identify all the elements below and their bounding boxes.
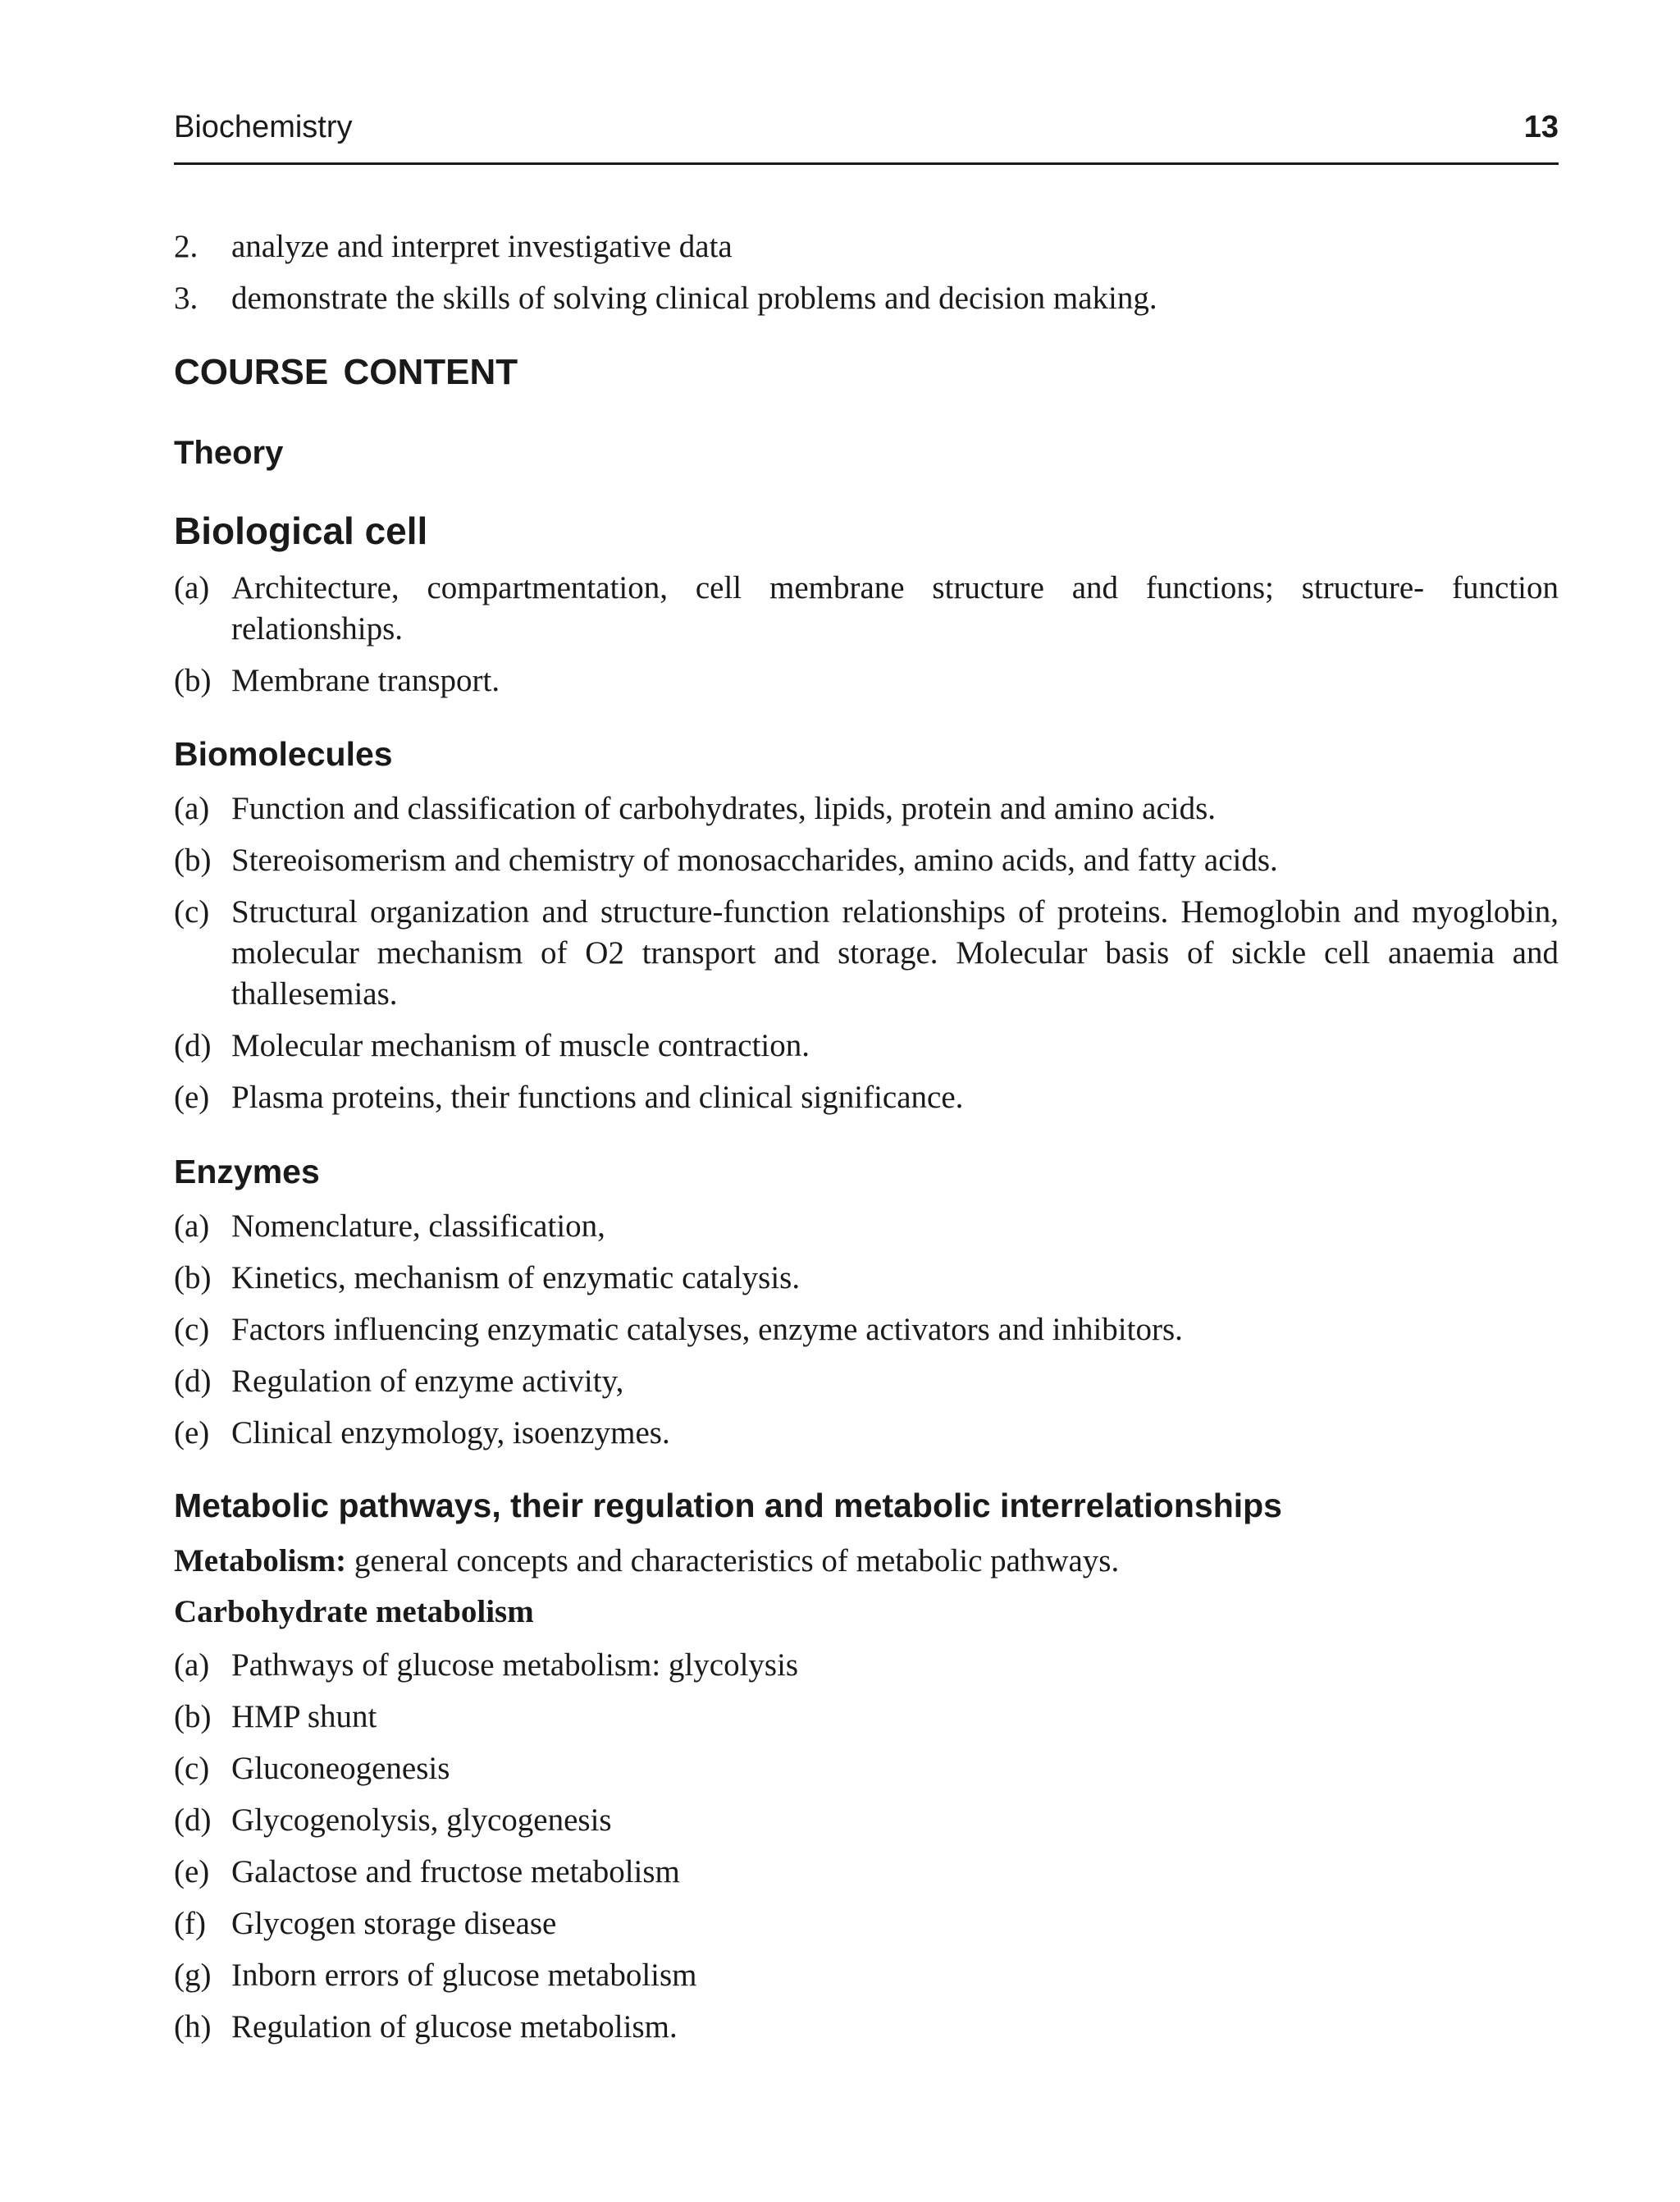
item-text: Glycogen storage disease bbox=[231, 1906, 557, 1941]
enzymes-heading: Enzymes bbox=[174, 1153, 320, 1190]
list-item bbox=[174, 1748, 1559, 1789]
item-label: (g) bbox=[174, 1958, 212, 1993]
item-text: Gluconeogenesis bbox=[231, 1751, 450, 1786]
item-label: (e) bbox=[174, 1080, 210, 1115]
list-item bbox=[174, 1026, 1559, 1067]
list-item bbox=[174, 2007, 1559, 2048]
item-label: (c) bbox=[174, 1751, 210, 1786]
enzymes-list bbox=[174, 1206, 1559, 1454]
item-text: Regulation of glucose metabolism. bbox=[231, 2009, 678, 2044]
list-item bbox=[174, 1309, 1559, 1350]
page-number: 13 bbox=[1523, 110, 1559, 144]
biological-cell-heading: Biological cell bbox=[174, 509, 428, 552]
item-label: (a) bbox=[174, 570, 210, 605]
item-label: (h) bbox=[174, 2009, 212, 2044]
list-item bbox=[174, 1697, 1559, 1738]
item-label: (a) bbox=[174, 1208, 210, 1244]
item-label: (c) bbox=[174, 894, 210, 930]
list-item bbox=[174, 660, 1559, 701]
metabolic-pathways-heading: Metabolic pathways, their regulation and metabolic interrelationships bbox=[174, 1487, 1282, 1524]
item-text: Regulation of enzyme activity, bbox=[231, 1364, 624, 1399]
item-label: (b) bbox=[174, 1260, 212, 1295]
item-text: Molecular mechanism of muscle contraction. bbox=[231, 1028, 810, 1063]
list-item bbox=[174, 1852, 1559, 1893]
item-text: demonstrate the skills of solving clinical problems and decision making. bbox=[231, 281, 1157, 316]
item-label: (b) bbox=[174, 663, 212, 698]
intro-list bbox=[174, 226, 1559, 319]
item-text: Plasma proteins, their functions and clinical significance. bbox=[231, 1080, 964, 1115]
item-text: analyze and interpret investigative data bbox=[231, 229, 733, 264]
item-text: Clinical enzymology, isoenzymes. bbox=[231, 1415, 670, 1450]
carbohydrate-list bbox=[174, 1645, 1559, 2048]
list-item bbox=[174, 278, 1559, 319]
biomolecules-list bbox=[174, 788, 1559, 1118]
list-item bbox=[174, 1413, 1559, 1454]
item-text: Function and classification of carbohydrates, lipids, protein and amino acids. bbox=[231, 791, 1217, 826]
item-label: (b) bbox=[174, 1699, 212, 1734]
list-item bbox=[174, 840, 1559, 881]
list-item bbox=[174, 1206, 1559, 1247]
item-text: Pathways of glucose metabolism: glycolysis bbox=[231, 1647, 799, 1683]
list-item bbox=[174, 1903, 1559, 1944]
list-item bbox=[174, 1645, 1559, 1686]
item-text: Inborn errors of glucose metabolism bbox=[231, 1958, 697, 1993]
item-text: Galactose and fructose metabolism bbox=[231, 1854, 680, 1889]
carbohydrate-metabolism-heading: Carbohydrate metabolism bbox=[174, 1594, 534, 1629]
item-text: HMP shunt bbox=[231, 1699, 377, 1734]
item-label: (a) bbox=[174, 1647, 210, 1683]
metabolism-label: Metabolism: bbox=[174, 1543, 347, 1578]
item-label: (c) bbox=[174, 1312, 210, 1347]
item-label: (b) bbox=[174, 843, 212, 878]
list-item bbox=[174, 1258, 1559, 1299]
item-label: (e) bbox=[174, 1854, 210, 1889]
biomolecules-heading: Biomolecules bbox=[174, 735, 393, 773]
item-label: 3. bbox=[174, 281, 199, 316]
item-text: Glycogenolysis, glycogenesis bbox=[231, 1802, 612, 1838]
item-label: (a) bbox=[174, 791, 210, 826]
item-label: (f) bbox=[174, 1906, 206, 1941]
list-item bbox=[174, 1077, 1559, 1118]
list-item bbox=[174, 568, 1559, 650]
list-item bbox=[174, 1800, 1559, 1841]
metabolism-text: general concepts and characteristics of metabolic pathways. bbox=[346, 1543, 1120, 1578]
list-item bbox=[174, 1955, 1559, 1996]
item-label: (e) bbox=[174, 1415, 210, 1450]
item-label: (d) bbox=[174, 1028, 212, 1063]
theory-heading: Theory bbox=[174, 435, 284, 471]
item-label: 2. bbox=[174, 229, 199, 264]
item-text: Architecture, compartmentation, cell membrane structure and functions; structure- function relationships. bbox=[231, 570, 1559, 646]
item-label: (d) bbox=[174, 1364, 212, 1399]
item-text: Factors influencing enzymatic catalyses, enzyme activators and inhibitors. bbox=[231, 1312, 1183, 1347]
list-item bbox=[174, 892, 1559, 1015]
item-text: Kinetics, mechanism of enzymatic catalysis. bbox=[231, 1260, 801, 1295]
running-header bbox=[174, 107, 1559, 165]
item-text: Membrane transport. bbox=[231, 663, 500, 698]
list-item bbox=[174, 226, 1559, 267]
list-item bbox=[174, 1361, 1559, 1402]
item-text: Nomenclature, classification, bbox=[231, 1208, 605, 1244]
item-text: Structural organization and structure-function relationships of proteins. Hemoglobin and myoglobin, molecular mechanism of O2 transport and storage. Molecular basis of sickle cell anaemia and thallesemias. bbox=[231, 894, 1559, 1012]
list-item bbox=[174, 788, 1559, 829]
biological-cell-list bbox=[174, 568, 1559, 701]
running-title: Biochemistry bbox=[174, 110, 353, 144]
course-content-heading: COURSE CONTENT bbox=[174, 352, 518, 392]
metabolism-paragraph bbox=[174, 1541, 1559, 1582]
item-label: (d) bbox=[174, 1802, 212, 1838]
item-text: Stereoisomerism and chemistry of monosaccharides, amino acids, and fatty acids. bbox=[231, 843, 1278, 878]
